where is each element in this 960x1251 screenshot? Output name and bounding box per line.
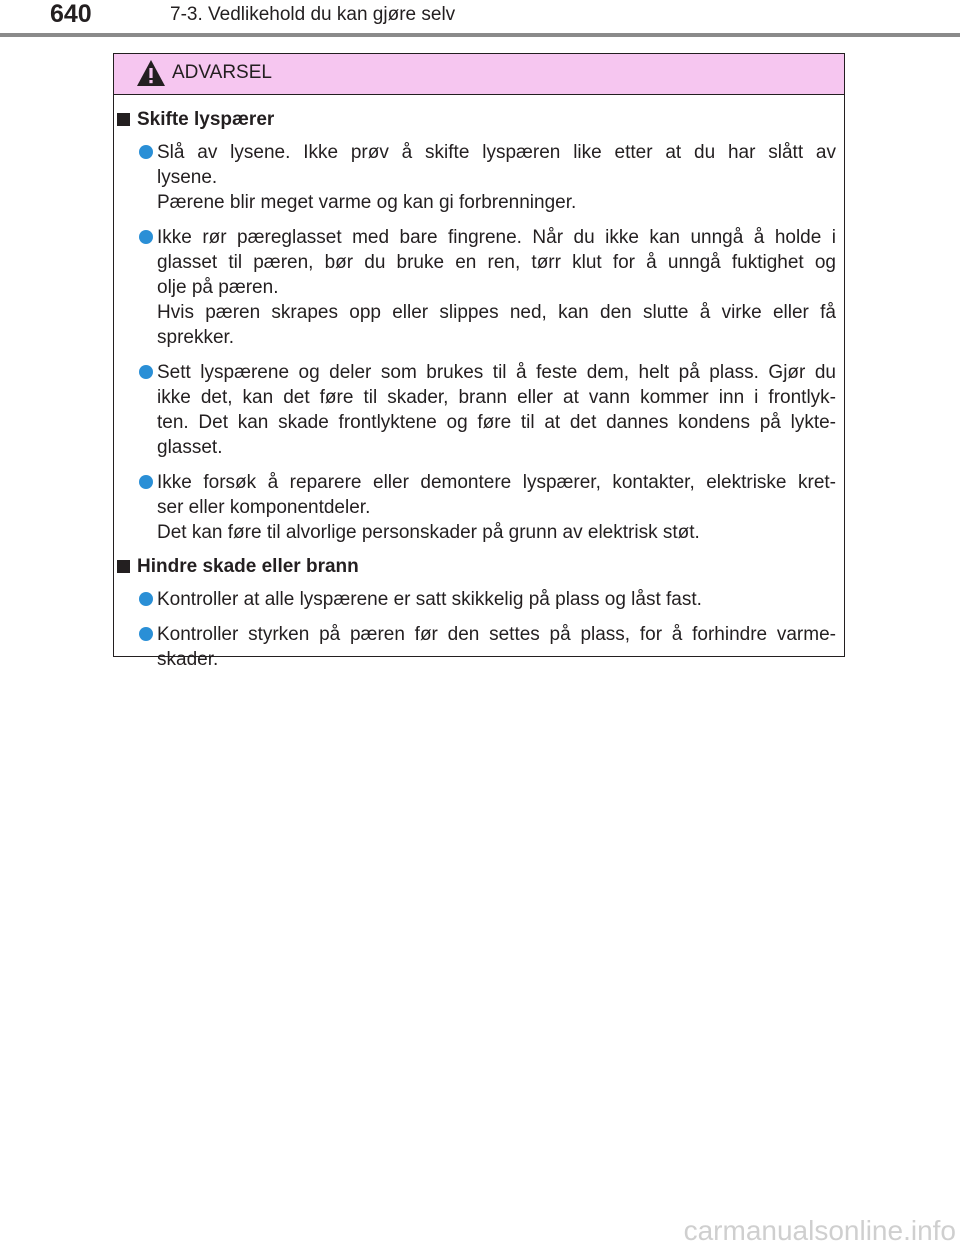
round-bullet-icon [139,145,153,159]
warning-body [114,108,844,682]
bullet-line: glasset. [157,437,223,458]
bullet-line: Slå av lysene. Ikke prøv å skifte lyspæren like etter at du har slått av [157,142,836,163]
bullet-line: Sett lyspærene og deler som brukes til å feste dem, helt på plass. Gjør du [157,362,836,383]
bullet-item [114,360,844,460]
bullet-item [114,140,844,215]
bullet-line: Kontroller at alle lyspærene er satt skikkelig på plass og låst fast. [157,589,702,610]
section-heading [114,108,844,132]
bullet-line: Ikke forsøk å reparere eller demontere lyspærer, kontakter, elektriske kret- [157,472,836,493]
round-bullet-icon [139,592,153,606]
square-bullet-icon [117,560,130,573]
header-divider [0,33,960,37]
round-bullet-icon [139,627,153,641]
bullet-line: Pærene blir meget varme og kan gi forbrenninger. [157,192,577,213]
bullet-line: ser eller komponentdeler. [157,497,371,518]
bullet-item [114,622,844,672]
round-bullet-icon [139,365,153,379]
page-header [0,0,960,40]
square-bullet-icon [117,113,130,126]
warning-title: ADVARSEL [172,62,272,83]
round-bullet-icon [139,230,153,244]
warning-box [113,53,845,670]
bullet-line: Hvis pæren skrapes opp eller slippes ned, kan den slutte å virke eller få [157,302,836,323]
section-heading-text: Hindre skade eller brann [137,556,359,577]
page-number: 640 [50,0,92,28]
bullet-line: olje på pæren. [157,277,279,298]
bullet-item [114,225,844,350]
bullet-line: ikke det, kan det føre til skader, brann eller at vann kommer inn i frontlyk- [157,387,836,408]
bullet-line: skader. [157,649,219,670]
bullet-line: Ikke rør pæreglasset med bare fingrene. Når du ikke kan unngå å holde i [157,227,836,248]
bullet-line: ten. Det kan skade frontlyktene og føre til at det dannes kondens på lykte- [157,412,836,433]
bullet-line: Det kan føre til alvorlige personskader på grunn av elektrisk støt. [157,522,700,543]
bullet-line: Kontroller styrken på pæren før den settes på plass, for å forhindre varme- [157,624,836,645]
warning-header [114,54,844,95]
bullet-item [114,470,844,545]
round-bullet-icon [139,475,153,489]
section-heading [114,555,844,579]
bullet-item [114,587,844,612]
section-title: 7-3. Vedlikehold du kan gjøre selv [170,4,456,25]
bullet-line: lysene. [157,167,218,188]
bullet-line: glasset til pæren, bør du bruke en ren, tørr klut for å unngå fuktighet og [157,252,836,273]
section-heading-text: Skifte lyspærer [137,109,275,130]
warning-triangle-icon [136,59,166,87]
bullet-line: sprekker. [157,327,235,348]
watermark: carmanualsonline.info [683,1215,956,1246]
